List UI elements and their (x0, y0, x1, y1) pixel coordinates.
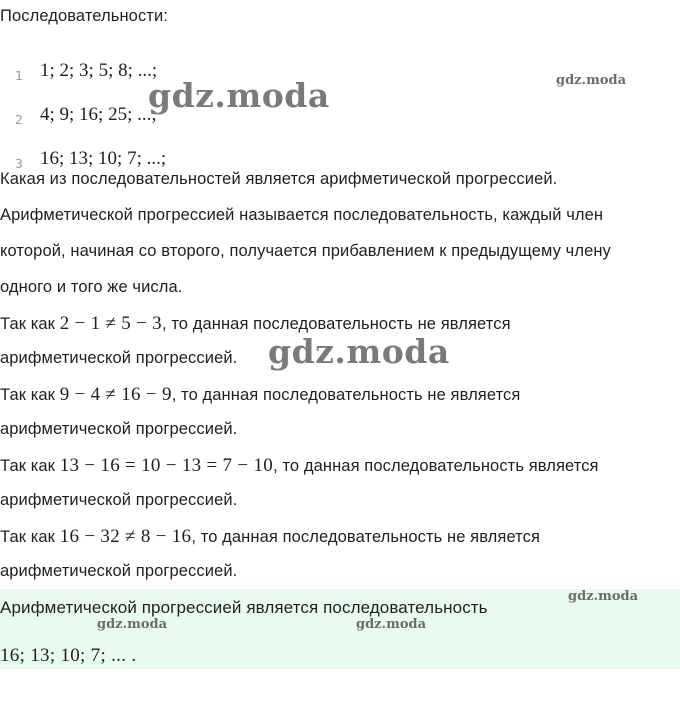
sequence-number: 3 (15, 156, 23, 171)
check-prefix: Так как (0, 457, 60, 475)
watermark: gdz.moda (556, 73, 627, 88)
check-suffix: , то данная последовательность не является (171, 386, 521, 404)
sequence-text: 16; 13; 10; 7; ...; (40, 148, 167, 169)
check-prefix: Так как (0, 386, 60, 404)
definition-line: которой, начиная со второго, получается прибавлением к предыдущему члену (0, 242, 611, 260)
check-conclusion: арифметической прогрессией. (0, 491, 238, 509)
watermark: gdz.moda (97, 617, 168, 632)
check-line (0, 526, 540, 548)
check-suffix: , то данная последовательность не является (191, 528, 541, 546)
check-line (0, 384, 520, 406)
check-suffix: , то данная последовательность является (273, 457, 599, 475)
watermark: gdz.moda (568, 589, 639, 604)
answer-sequence: 16; 13; 10; 7; ... . (0, 645, 137, 666)
check-conclusion: арифметической прогрессией. (0, 562, 238, 580)
check-conclusion: арифметической прогрессией. (0, 420, 238, 438)
watermark: gdz.moda (356, 617, 427, 632)
definition-line: Арифметической прогрессией называется последовательность, каждый член (0, 206, 604, 224)
answer-text: Арифметической прогрессией является последовательность (0, 598, 488, 617)
check-formula: 9 − 4 ≠ 16 − 9 (59, 384, 172, 405)
sequence-list (0, 40, 680, 171)
check-formula: 16 − 32 ≠ 8 − 16 (59, 526, 192, 547)
question-text: Какая из последовательностей является арифметической прогрессией. (0, 170, 558, 188)
heading: Последовательности: (0, 7, 168, 25)
check-formula: 2 − 1 ≠ 5 − 3 (59, 313, 162, 334)
watermark: gdz.moda (268, 332, 450, 371)
sequence-text: 1; 2; 3; 5; 8; ...; (40, 60, 158, 81)
check-formula: 13 − 16 = 10 − 13 = 7 − 10 (59, 455, 274, 476)
sequence-number: 1 (15, 68, 23, 83)
check-conclusion: арифметической прогрессией. (0, 349, 238, 367)
check-prefix: Так как (0, 315, 60, 333)
check-prefix: Так как (0, 528, 60, 546)
sequence-number: 2 (15, 112, 23, 127)
watermark: gdz.moda (148, 76, 330, 115)
check-line (0, 455, 599, 477)
definition-line: одного и того же числа. (0, 278, 183, 296)
check-suffix: , то данная последовательность не является (161, 315, 511, 333)
sequence-text: 4; 9; 16; 25; ...; (40, 104, 157, 125)
